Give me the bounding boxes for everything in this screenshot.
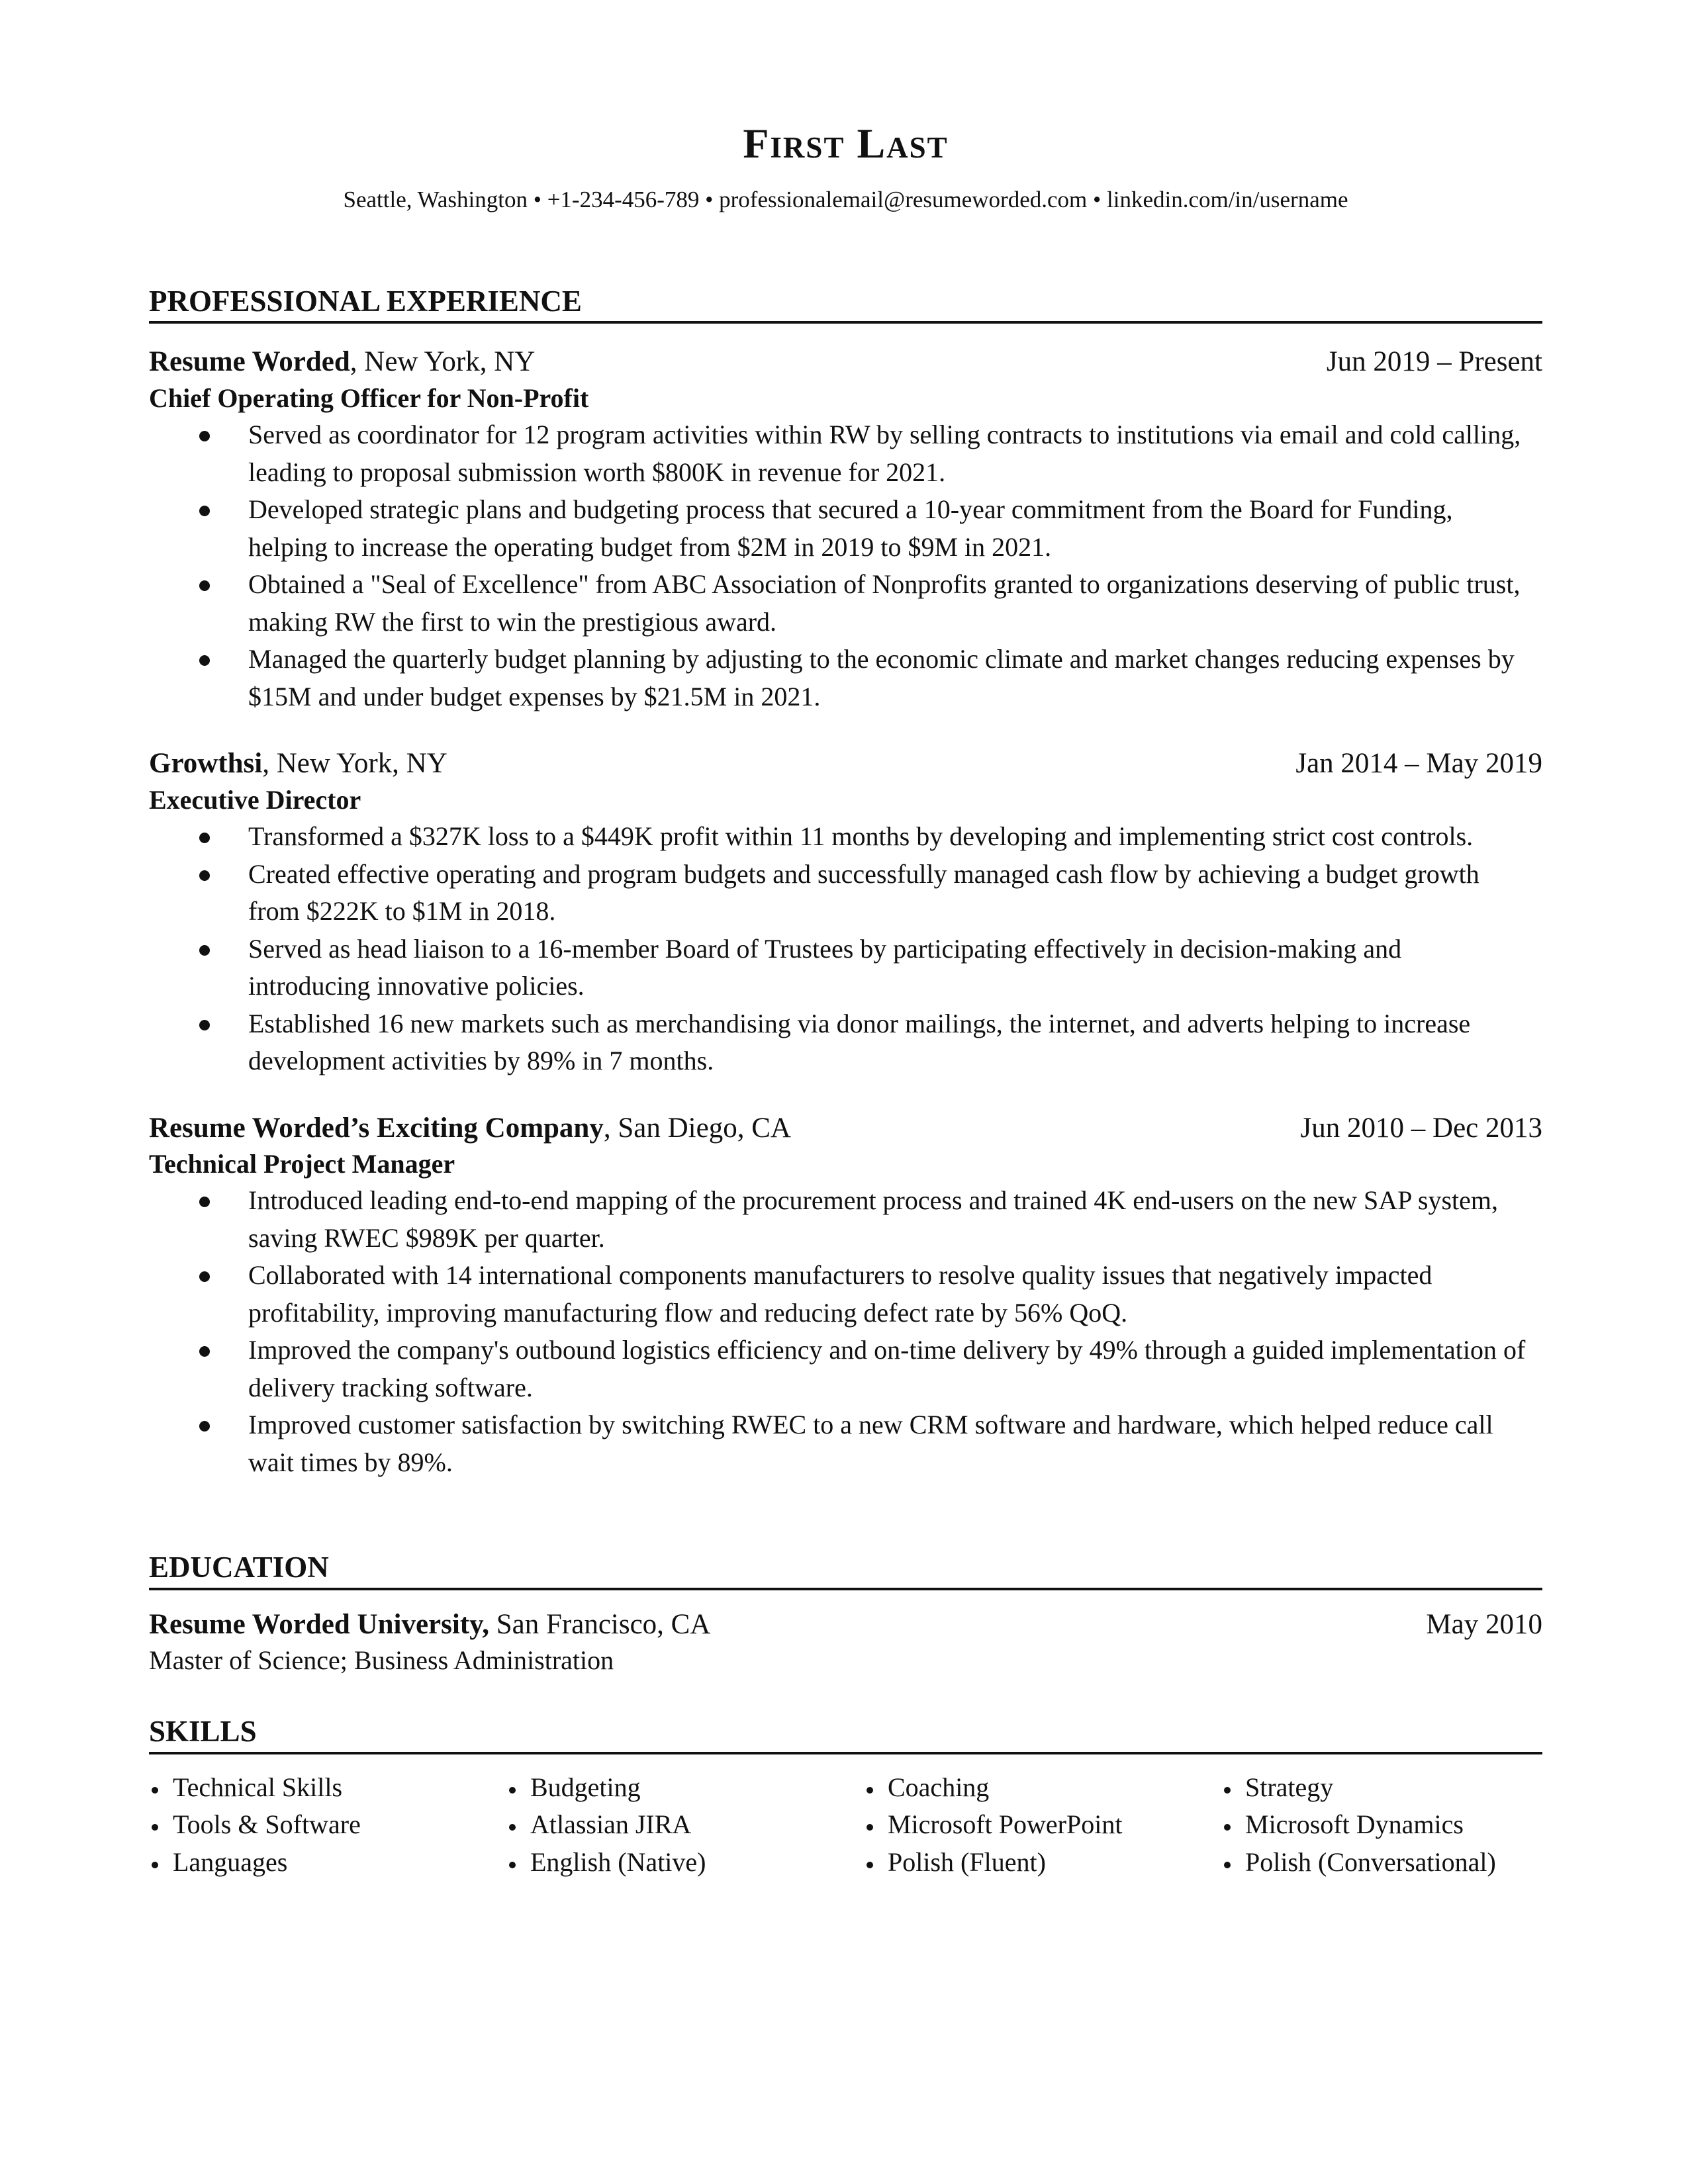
skill-item	[864, 1844, 1221, 1882]
job-bullet-text: Served as coordinator for 12 program activities within RW by selling contracts to institutions via email and cold calling, leading to proposal submission worth $800K in revenue for 2021.	[248, 420, 1521, 487]
contact-line: Seattle, Washington • +1-234-456-789 • professionalemail@resumeworded.com • linkedin.com/in/username	[343, 187, 1348, 212]
job-bullet	[149, 641, 1542, 715]
skill-text: Atlassian JIRA	[530, 1809, 692, 1840]
job-company: Growthsi	[149, 748, 263, 780]
job-location: , New York, NY	[350, 346, 536, 378]
skill-item	[506, 1769, 864, 1807]
job-bullet	[149, 856, 1542, 931]
skill-item	[1221, 1844, 1579, 1882]
skill-text: Technical Skills	[173, 1772, 343, 1802]
candidate-name: First Last	[743, 120, 949, 167]
job-bullet	[149, 818, 1542, 856]
education-location: San Francisco, CA	[489, 1609, 711, 1641]
job-bullet-text: Improved the company's outbound logistics efficiency and on-time delivery by 49% through a guided implementation of delivery tracking software.	[248, 1335, 1526, 1402]
skill-text: Tools & Software	[173, 1809, 361, 1840]
job-role: Technical Project Manager	[149, 1149, 455, 1179]
job-company-line	[149, 343, 535, 381]
job-bullet-text: Introduced leading end-to-end mapping of the procurement process and trained 4K end-users on the new SAP system, saving RWEC $989K per quarter.	[248, 1185, 1499, 1253]
skill-text: Budgeting	[530, 1772, 641, 1802]
job-company: Resume Worded	[149, 346, 350, 378]
section-title-experience: PROFESSIONAL EXPERIENCE	[149, 285, 1542, 324]
bullet-dot-icon	[199, 945, 210, 956]
bullet-dot-icon	[199, 1346, 210, 1357]
job-bullet-text: Obtained a "Seal of Excellence" from ABC Association of Nonprofits granted to organizations deserving of public trust, making RW the first to win the prestigious award.	[248, 569, 1521, 637]
job-bullet-text: Created effective operating and program budgets and successfully managed cash flow by achieving a budget growth from $222K to $1M in 2018.	[248, 858, 1479, 927]
job-bullet-text: Managed the quarterly budget planning by adjusting to the economic climate and market changes reducing expenses by $15M and under budget expenses by $21.5M in 2021.	[248, 644, 1515, 711]
job-bullet-text: Transformed a $327K loss to a $449K profit within 11 months by developing and implementing strict cost controls.	[248, 821, 1474, 852]
bullet-dot-icon	[199, 1020, 210, 1030]
job-company-line	[149, 745, 447, 782]
job-header	[149, 343, 1542, 381]
job-bullet-list	[149, 818, 1542, 1080]
job-location: , New York, NY	[262, 748, 447, 780]
job-dates: Jan 2014 – May 2019	[1295, 748, 1542, 780]
bullet-dot-icon	[199, 1197, 210, 1207]
bullet-dot-icon	[867, 1787, 873, 1794]
skill-item	[149, 1769, 506, 1807]
education-school-line	[149, 1606, 710, 1643]
job-bullet	[149, 416, 1542, 491]
job-bullet	[149, 1005, 1542, 1080]
skill-item	[149, 1844, 506, 1882]
job-bullet	[149, 491, 1542, 566]
skill-text: Polish (Conversational)	[1245, 1846, 1496, 1877]
job-bullet	[149, 1182, 1542, 1257]
education-date: May 2010	[1426, 1609, 1542, 1641]
skill-text: Microsoft Dynamics	[1245, 1809, 1464, 1840]
job-bullet	[149, 931, 1542, 1005]
experience-list	[149, 343, 1542, 1481]
job-entry	[149, 745, 1542, 1079]
bullet-dot-icon	[867, 1824, 873, 1831]
bullet-dot-icon	[1224, 1862, 1231, 1868]
skill-item	[149, 1806, 506, 1844]
section-title-education: EDUCATION	[149, 1551, 1542, 1590]
skill-item	[506, 1844, 864, 1882]
bullet-dot-icon	[509, 1787, 516, 1794]
bullet-dot-icon	[199, 655, 210, 666]
job-bullet	[149, 1406, 1542, 1481]
bullet-dot-icon	[152, 1787, 158, 1794]
education-header	[149, 1606, 1542, 1643]
job-bullet-text: Improved customer satisfaction by switching RWEC to a new CRM software and hardware, which helped reduce call wait times by 89%.	[248, 1410, 1493, 1477]
job-bullet-list	[149, 1182, 1542, 1481]
bullet-dot-icon	[509, 1824, 516, 1831]
bullet-dot-icon	[199, 1421, 210, 1432]
resume-page	[149, 122, 1542, 1881]
job-company-line	[149, 1110, 791, 1147]
job-bullet-list	[149, 416, 1542, 715]
bullet-dot-icon	[867, 1862, 873, 1868]
skills-grid	[149, 1769, 1542, 1882]
job-dates: Jun 2019 – Present	[1326, 346, 1542, 378]
job-header	[149, 1110, 1542, 1147]
job-role: Executive Director	[149, 785, 361, 815]
job-location: , San Diego, CA	[603, 1112, 791, 1144]
skill-item	[1221, 1806, 1579, 1844]
bullet-dot-icon	[199, 1271, 210, 1282]
job-bullet-text: Established 16 new markets such as merchandising via donor mailings, the internet, and adverts helping to increase development activities by 89% in 7 months.	[248, 1008, 1471, 1076]
bullet-dot-icon	[199, 833, 210, 843]
job-bullet-text: Developed strategic plans and budgeting process that secured a 10-year commitment from the Board for Funding, helping to increase the operating budget from $2M in 2019 to $9M in 2021.	[248, 494, 1453, 562]
bullet-dot-icon	[152, 1824, 158, 1831]
bullet-dot-icon	[199, 870, 210, 881]
skill-text: Polish (Fluent)	[888, 1846, 1046, 1877]
skill-text: Languages	[173, 1846, 288, 1877]
skill-item	[506, 1806, 864, 1844]
bullet-dot-icon	[1224, 1824, 1231, 1831]
skill-text: Strategy	[1245, 1772, 1334, 1802]
education-school: Resume Worded University,	[149, 1609, 490, 1641]
job-header	[149, 745, 1542, 782]
job-entry	[149, 343, 1542, 715]
bullet-dot-icon	[199, 431, 210, 441]
education-degree: Master of Science; Business Administration	[149, 1645, 614, 1676]
job-bullet	[149, 566, 1542, 641]
job-bullet-text: Collaborated with 14 international components manufacturers to resolve quality issues that negatively impacted profitability, improving manufacturing flow and reducing defect rate by 56% QoQ.	[248, 1260, 1432, 1328]
bullet-dot-icon	[152, 1862, 158, 1868]
job-dates: Jun 2010 – Dec 2013	[1300, 1112, 1542, 1144]
job-role: Chief Operating Officer for Non-Profit	[149, 383, 589, 414]
bullet-dot-icon	[1224, 1787, 1231, 1794]
job-bullet-text: Served as head liaison to a 16-member Board of Trustees by participating effectively in decision-making and introducing innovative policies.	[248, 933, 1402, 1001]
skill-text: English (Native)	[530, 1846, 706, 1877]
skill-text: Coaching	[888, 1772, 990, 1802]
skill-text: Microsoft PowerPoint	[888, 1809, 1123, 1840]
job-bullet	[149, 1332, 1542, 1406]
section-title-skills: SKILLS	[149, 1715, 1542, 1754]
job-company: Resume Worded’s Exciting Company	[149, 1112, 604, 1144]
skill-item	[864, 1769, 1221, 1807]
bullet-dot-icon	[199, 506, 210, 516]
bullet-dot-icon	[509, 1862, 516, 1868]
bullet-dot-icon	[199, 580, 210, 591]
job-bullet	[149, 1257, 1542, 1332]
skill-item	[1221, 1769, 1579, 1807]
skill-item	[864, 1806, 1221, 1844]
job-entry	[149, 1110, 1542, 1482]
